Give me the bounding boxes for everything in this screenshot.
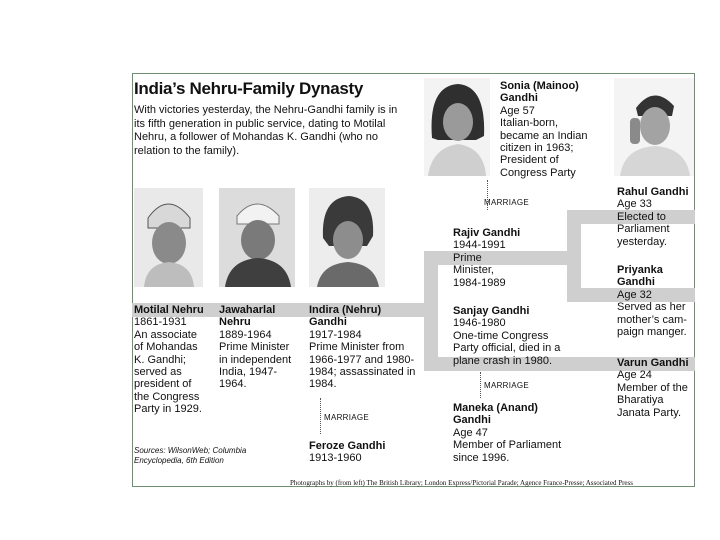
person-detail: Italian-born, <box>500 117 559 130</box>
person-detail: K. Gandhi; <box>134 353 186 366</box>
person-detail: Age 32 <box>617 288 652 301</box>
entry-priyanka-gandhi <box>617 264 695 338</box>
person-name: Indira (Nehru) Gandhi <box>309 304 382 329</box>
person-detail: 1984. <box>309 378 337 391</box>
person-detail: Age 33 <box>617 198 652 211</box>
entry-sonia-gandhi <box>500 80 610 179</box>
person-detail: citizen in 1963; <box>500 142 574 155</box>
intro-text: With victories yesterday, the Nehru-Gandhi family is in its fifth generation in public service, dating to Motilal Nehru, a follower of Mohandas K. Gandhi (who no relation to the family). <box>134 104 398 157</box>
person-detail: in independent <box>219 353 292 366</box>
photo-jawaharlal-nehru <box>219 188 295 287</box>
person-detail: Age 57 <box>500 104 535 117</box>
person-detail: President of <box>500 154 559 167</box>
marriage-connector <box>320 398 321 434</box>
entry-rahul-gandhi <box>617 186 695 248</box>
person-name: Rahul Gandhi <box>617 186 689 198</box>
person-detail: 1964. <box>219 378 247 391</box>
entry-feroze-gandhi <box>309 440 419 465</box>
photo-indira-gandhi <box>309 188 385 287</box>
person-detail: Minister, <box>453 264 494 277</box>
person-detail: Prime Minister <box>219 341 290 354</box>
person-detail: India, 1947- <box>219 366 278 379</box>
marriage-label-indira-feroze: MARRIAGE <box>324 413 370 422</box>
person-detail: paign manger. <box>617 326 687 339</box>
person-detail: Janata Party. <box>617 406 681 419</box>
marriage-label-sonia-rajiv: MARRIAGE <box>484 198 530 207</box>
person-detail: Prime <box>453 251 482 264</box>
photo-motilal-nehru <box>134 188 203 287</box>
photo-credit: Photographs by (from left) The British Library; London Express/Pictorial Parade; Agence France-Presse; Associated Press <box>290 479 633 487</box>
person-detail: president of <box>134 378 192 391</box>
marriage-label-sanjay-maneka: MARRIAGE <box>484 381 530 390</box>
person-name: Motilal Nehru <box>134 304 204 316</box>
person-detail: 1984; assassinated in <box>309 366 416 379</box>
person-name: Rajiv Gandhi <box>453 227 521 239</box>
person-detail: Bharatiya <box>617 394 664 407</box>
person-detail: Member of Parliament <box>453 439 562 452</box>
person-detail: 1861-1931 <box>134 316 187 329</box>
person-detail: Age 47 <box>453 426 488 439</box>
entry-jawaharlal-nehru <box>219 304 305 391</box>
person-detail: 1913-1960 <box>309 452 362 465</box>
photo-sonia-gandhi <box>424 78 490 176</box>
person-detail: 1889-1964 <box>219 328 272 341</box>
person-detail: Served as her <box>617 301 686 314</box>
person-name: Feroze Gandhi <box>309 440 386 452</box>
marriage-connector <box>480 372 481 398</box>
graphic-title: India’s Nehru-Family Dynasty <box>134 79 364 98</box>
person-detail: Party in 1929. <box>134 403 202 416</box>
person-name: Priyanka Gandhi <box>617 264 663 289</box>
sources-note: Sources: WilsonWeb; Columbia Encyclopedia, 6th Edition <box>134 446 247 465</box>
entry-sanjay-gandhi <box>453 305 573 367</box>
person-detail: yesterday. <box>617 235 667 248</box>
person-name: Maneka (Anand) Gandhi <box>453 402 538 427</box>
person-detail: Elected to <box>617 210 666 223</box>
person-detail: of Mohandas <box>134 341 198 354</box>
person-detail: plane crash in 1980. <box>453 354 553 367</box>
person-detail: mother’s cam- <box>617 313 687 326</box>
person-detail: Party official, died in a <box>453 342 561 355</box>
entry-maneka-gandhi <box>453 402 573 464</box>
person-detail: 1966-1977 and 1980- <box>309 353 415 366</box>
person-detail: since 1996. <box>453 451 510 464</box>
person-detail: Parliament <box>617 223 670 236</box>
person-detail: the Congress <box>134 390 200 403</box>
person-detail: Member of the <box>617 381 688 394</box>
entry-indira-gandhi <box>309 304 424 391</box>
person-name: Varun Gandhi <box>617 357 689 369</box>
person-name: Sanjay Gandhi <box>453 305 530 317</box>
person-detail: 1917-1984 <box>309 328 362 341</box>
person-detail: Prime Minister from <box>309 341 405 354</box>
person-name: Sonia (Mainoo) Gandhi <box>500 80 579 105</box>
photo-rahul-gandhi <box>614 78 694 176</box>
entry-varun-gandhi <box>617 357 695 419</box>
person-detail: 1944-1991 <box>453 239 506 252</box>
person-detail: 1946-1980 <box>453 317 506 330</box>
person-detail: An associate <box>134 328 197 341</box>
person-detail: Congress Party <box>500 166 576 179</box>
person-detail: Age 24 <box>617 369 652 382</box>
person-detail: One-time Congress <box>453 329 549 342</box>
person-detail: served as <box>134 366 182 379</box>
person-detail: became an Indian <box>500 129 588 142</box>
person-detail: 1984-1989 <box>453 276 506 289</box>
person-name: Jawaharlal Nehru <box>219 304 276 329</box>
generation-band <box>424 251 438 371</box>
entry-rajiv-gandhi <box>453 227 553 289</box>
entry-motilal-nehru <box>134 304 219 416</box>
